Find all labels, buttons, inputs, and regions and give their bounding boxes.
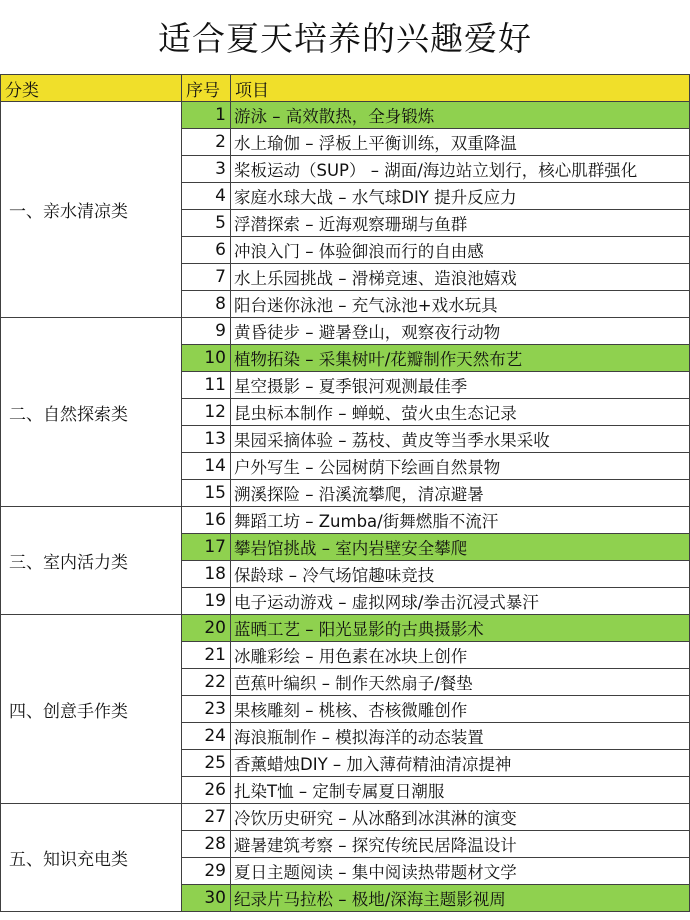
header-number[interactable]: 序号 <box>182 75 231 102</box>
number-cell[interactable]: 11 <box>182 372 231 399</box>
item-cell[interactable]: 保龄球 – 冷气场馆趣味竞技 <box>231 561 690 588</box>
header-item[interactable]: 项目 <box>231 75 690 102</box>
table-row <box>1 507 690 534</box>
item-cell[interactable]: 海浪瓶制作 – 模拟海洋的动态装置 <box>231 723 690 750</box>
number-cell[interactable]: 13 <box>182 426 231 453</box>
table-row <box>1 318 690 345</box>
number-cell[interactable]: 17 <box>182 534 231 561</box>
number-cell[interactable]: 29 <box>182 858 231 885</box>
item-cell[interactable]: 冲浪入门 – 体验御浪而行的自由感 <box>231 237 690 264</box>
category-cell[interactable]: 二、自然探索类 <box>1 318 182 507</box>
number-cell[interactable]: 6 <box>182 237 231 264</box>
number-cell[interactable]: 26 <box>182 777 231 804</box>
item-cell[interactable]: 溯溪探险 – 沿溪流攀爬，清凉避暑 <box>231 480 690 507</box>
number-cell[interactable]: 19 <box>182 588 231 615</box>
number-cell[interactable]: 14 <box>182 453 231 480</box>
number-cell[interactable]: 9 <box>182 318 231 345</box>
item-cell[interactable]: 水上乐园挑战 – 滑梯竞速、造浪池嬉戏 <box>231 264 690 291</box>
item-cell[interactable]: 阳台迷你泳池 – 充气泳池+戏水玩具 <box>231 291 690 318</box>
item-cell[interactable]: 黄昏徒步 – 避暑登山，观察夜行动物 <box>231 318 690 345</box>
number-cell[interactable]: 20 <box>182 615 231 642</box>
item-cell[interactable]: 桨板运动（SUP） – 湖面/海边站立划行，核心肌群强化 <box>231 156 690 183</box>
hobby-table <box>0 74 690 912</box>
table-row <box>1 804 690 831</box>
table-row <box>1 615 690 642</box>
number-cell[interactable]: 7 <box>182 264 231 291</box>
header-category[interactable]: 分类 <box>1 75 182 102</box>
item-cell[interactable]: 植物拓染 – 采集树叶/花瓣制作天然布艺 <box>231 345 690 372</box>
item-cell[interactable]: 果园采摘体验 – 荔枝、黄皮等当季水果采收 <box>231 426 690 453</box>
number-cell[interactable]: 10 <box>182 345 231 372</box>
item-cell[interactable]: 星空摄影 – 夏季银河观测最佳季 <box>231 372 690 399</box>
item-cell[interactable]: 家庭水球大战 – 水气球DIY 提升反应力 <box>231 183 690 210</box>
number-cell[interactable]: 21 <box>182 642 231 669</box>
category-cell[interactable]: 三、室内活力类 <box>1 507 182 615</box>
category-cell[interactable]: 五、知识充电类 <box>1 804 182 912</box>
item-cell[interactable]: 水上瑜伽 – 浮板上平衡训练，双重降温 <box>231 129 690 156</box>
category-cell[interactable]: 四、创意手作类 <box>1 615 182 804</box>
item-cell[interactable]: 果核雕刻 – 桃核、杏核微雕创作 <box>231 696 690 723</box>
item-cell[interactable]: 户外写生 – 公园树荫下绘画自然景物 <box>231 453 690 480</box>
table-row <box>1 102 690 129</box>
sheet-title: 适合夏天培养的兴趣爱好 <box>158 19 532 58</box>
item-cell[interactable]: 冰雕彩绘 – 用色素在冰块上创作 <box>231 642 690 669</box>
item-cell[interactable]: 电子运动游戏 – 虚拟网球/拳击沉浸式暴汗 <box>231 588 690 615</box>
number-cell[interactable]: 5 <box>182 210 231 237</box>
number-cell[interactable]: 2 <box>182 129 231 156</box>
number-cell[interactable]: 12 <box>182 399 231 426</box>
item-cell[interactable]: 纪录片马拉松 – 极地/深海主题影视周 <box>231 885 690 912</box>
number-cell[interactable]: 18 <box>182 561 231 588</box>
item-cell[interactable]: 夏日主题阅读 – 集中阅读热带题材文学 <box>231 858 690 885</box>
number-cell[interactable]: 4 <box>182 183 231 210</box>
item-cell[interactable]: 舞蹈工坊 – Zumba/街舞燃脂不流汗 <box>231 507 690 534</box>
number-cell[interactable]: 27 <box>182 804 231 831</box>
item-cell[interactable]: 攀岩馆挑战 – 室内岩壁安全攀爬 <box>231 534 690 561</box>
item-cell[interactable]: 蓝晒工艺 – 阳光显影的古典摄影术 <box>231 615 690 642</box>
item-cell[interactable]: 冷饮历史研究 – 从冰酪到冰淇淋的演变 <box>231 804 690 831</box>
number-cell[interactable]: 16 <box>182 507 231 534</box>
item-cell[interactable]: 扎染T恤 – 定制专属夏日潮服 <box>231 777 690 804</box>
number-cell[interactable]: 25 <box>182 750 231 777</box>
item-cell[interactable]: 浮潜探索 – 近海观察珊瑚与鱼群 <box>231 210 690 237</box>
number-cell[interactable]: 3 <box>182 156 231 183</box>
item-cell[interactable]: 游泳 – 高效散热，全身锻炼 <box>231 102 690 129</box>
number-cell[interactable]: 8 <box>182 291 231 318</box>
item-cell[interactable]: 芭蕉叶编织 – 制作天然扇子/餐垫 <box>231 669 690 696</box>
table-body <box>1 102 690 912</box>
number-cell[interactable]: 28 <box>182 831 231 858</box>
item-cell[interactable]: 昆虫标本制作 – 蝉蜕、萤火虫生态记录 <box>231 399 690 426</box>
number-cell[interactable]: 24 <box>182 723 231 750</box>
number-cell[interactable]: 23 <box>182 696 231 723</box>
number-cell[interactable]: 22 <box>182 669 231 696</box>
header-row <box>1 75 690 102</box>
number-cell[interactable]: 15 <box>182 480 231 507</box>
number-cell[interactable]: 30 <box>182 885 231 912</box>
category-cell[interactable]: 一、亲水清凉类 <box>1 102 182 318</box>
item-cell[interactable]: 香薰蜡烛DIY – 加入薄荷精油清凉提神 <box>231 750 690 777</box>
item-cell[interactable]: 避暑建筑考察 – 探究传统民居降温设计 <box>231 831 690 858</box>
number-cell[interactable]: 1 <box>182 102 231 129</box>
